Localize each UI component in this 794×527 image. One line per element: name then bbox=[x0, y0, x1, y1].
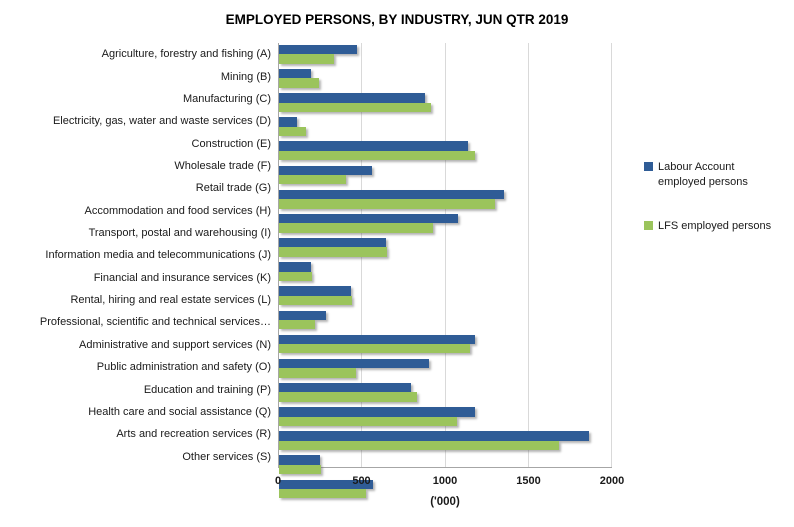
bar-lfs bbox=[279, 175, 346, 184]
bar-row bbox=[279, 214, 612, 236]
category-label: Information media and telecommunications (J) bbox=[45, 249, 271, 262]
bar-labour-account bbox=[279, 335, 475, 344]
category-label: Agriculture, forestry and fishing (A) bbox=[101, 48, 271, 61]
bar-lfs bbox=[279, 103, 431, 112]
bar-labour-account bbox=[279, 311, 326, 320]
plot-area bbox=[278, 43, 612, 468]
bar-lfs bbox=[279, 151, 475, 160]
x-tick-label: 0 bbox=[274, 475, 282, 487]
category-label: Public administration and safety (O) bbox=[96, 361, 271, 374]
bar-row bbox=[279, 45, 612, 67]
bar-labour-account bbox=[279, 166, 372, 175]
bar-labour-account bbox=[279, 262, 311, 271]
category-label: Other services (S) bbox=[182, 450, 271, 463]
category-label: Education and training (P) bbox=[143, 383, 271, 396]
bar-labour-account bbox=[279, 431, 589, 440]
bar-labour-account bbox=[279, 214, 458, 223]
bar-labour-account bbox=[279, 45, 357, 54]
bar-row bbox=[279, 311, 612, 333]
lfs-swatch-icon bbox=[644, 221, 653, 230]
bar-labour-account bbox=[279, 286, 351, 295]
x-tick-label: 1000 bbox=[432, 475, 458, 487]
category-label: Health care and social assistance (Q) bbox=[88, 405, 271, 418]
bar-lfs bbox=[279, 54, 334, 63]
bar-row bbox=[279, 69, 612, 91]
bar-labour-account bbox=[279, 238, 386, 247]
legend-item-labour-account bbox=[644, 160, 794, 190]
category-label: Administrative and support services (N) bbox=[79, 338, 271, 351]
bar-labour-account bbox=[279, 141, 468, 150]
bar-labour-account bbox=[279, 455, 320, 464]
x-axis-ticks bbox=[274, 475, 625, 489]
bar-lfs bbox=[279, 127, 306, 136]
x-tick-label: 500 bbox=[352, 475, 371, 487]
category-label: Arts and recreation services (R) bbox=[116, 428, 271, 441]
bar-row bbox=[279, 407, 612, 429]
bar-lfs bbox=[279, 417, 457, 426]
bar-labour-account bbox=[279, 93, 425, 102]
bar-lfs bbox=[279, 392, 417, 401]
category-label: Professional, scientific and technical services… bbox=[39, 316, 271, 329]
bar-row bbox=[279, 335, 612, 357]
bar-row bbox=[279, 117, 612, 139]
x-tick-label: 2000 bbox=[599, 475, 625, 487]
category-label: Construction (E) bbox=[191, 137, 271, 150]
category-label: Manufacturing (C) bbox=[182, 92, 271, 105]
category-label: Mining (B) bbox=[220, 70, 271, 83]
bar-labour-account bbox=[279, 69, 311, 78]
bar-labour-account bbox=[279, 117, 297, 126]
bar-lfs bbox=[279, 344, 470, 353]
category-axis bbox=[0, 43, 271, 468]
bar-lfs bbox=[279, 320, 315, 329]
category-label: Accommodation and food services (H) bbox=[84, 204, 271, 217]
bar-labour-account bbox=[279, 383, 411, 392]
bar-lfs bbox=[279, 368, 356, 377]
x-tick-label: 1500 bbox=[516, 475, 541, 487]
chart-title: EMPLOYED PERSONS, BY INDUSTRY, JUN QTR 2019 bbox=[225, 12, 569, 27]
bar-lfs bbox=[279, 199, 495, 208]
category-label: Transport, postal and warehousing (I) bbox=[88, 227, 271, 240]
legend bbox=[644, 160, 794, 263]
bar-row bbox=[279, 383, 612, 405]
bar-labour-account bbox=[279, 407, 475, 416]
bar-lfs bbox=[279, 78, 319, 87]
bar-row bbox=[279, 166, 612, 188]
category-label: Rental, hiring and real estate services (L) bbox=[70, 294, 271, 307]
bar-row bbox=[279, 431, 612, 453]
bar-row bbox=[279, 190, 612, 212]
category-label: Retail trade (G) bbox=[195, 182, 271, 195]
category-label: Wholesale trade (F) bbox=[174, 159, 271, 172]
bar-labour-account bbox=[279, 190, 504, 199]
bar-lfs bbox=[279, 296, 352, 305]
bar-lfs bbox=[279, 465, 321, 474]
bar-row bbox=[279, 238, 612, 260]
x-axis-title: ('000) bbox=[430, 496, 460, 508]
bar-row bbox=[279, 359, 612, 381]
category-label: Electricity, gas, water and waste services (D) bbox=[52, 115, 271, 128]
bar-row bbox=[279, 93, 612, 115]
bar-row bbox=[279, 262, 612, 284]
bar-lfs bbox=[279, 272, 312, 281]
bar-lfs bbox=[279, 441, 559, 450]
legend-label: LFS employed persons bbox=[658, 220, 772, 232]
legend-item-lfs bbox=[644, 219, 794, 234]
bar-lfs bbox=[279, 223, 433, 232]
bar-labour-account bbox=[279, 359, 429, 368]
legend-label: Labour Account employed persons bbox=[658, 161, 748, 188]
bar-row bbox=[279, 286, 612, 308]
category-label: Financial and insurance services (K) bbox=[93, 271, 271, 284]
bar-lfs bbox=[279, 247, 387, 256]
labour-account-swatch-icon bbox=[644, 162, 653, 171]
bar-row bbox=[279, 141, 612, 163]
